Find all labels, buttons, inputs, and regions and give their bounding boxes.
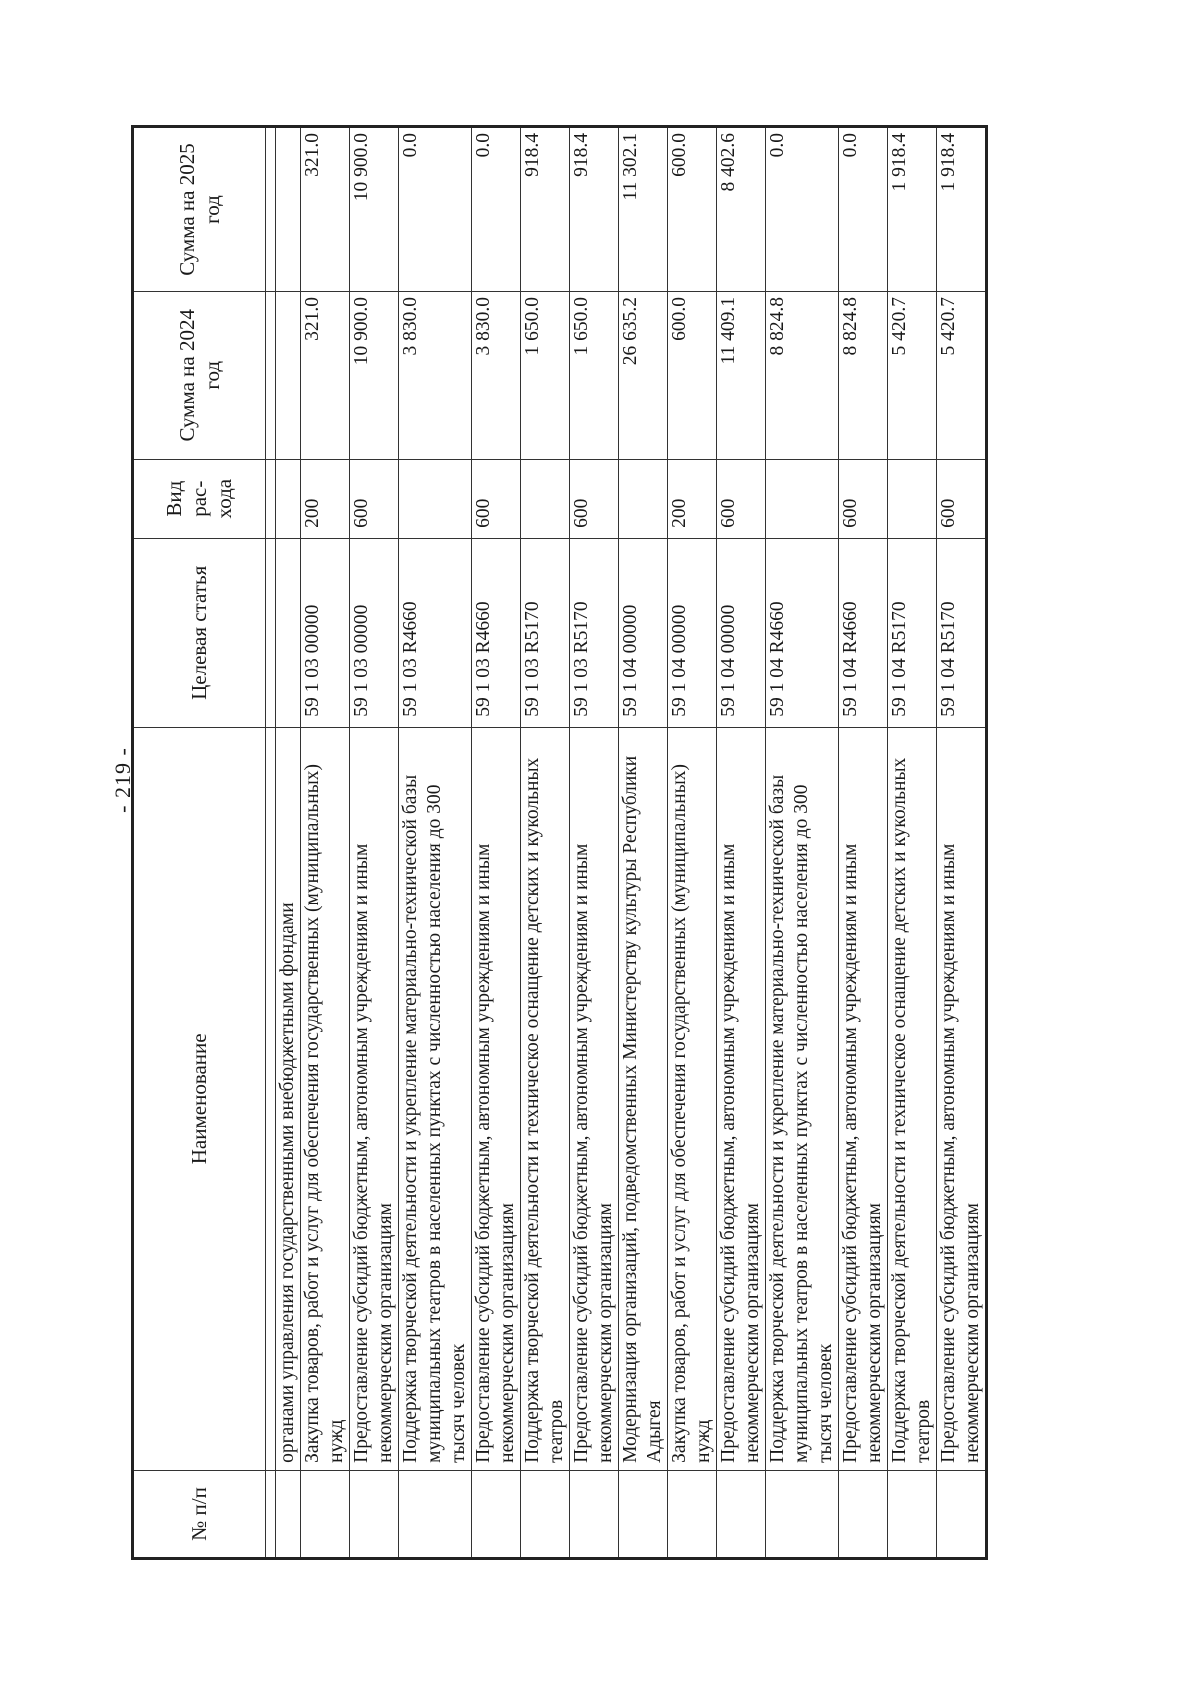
cell-kind: 600: [717, 459, 766, 538]
cell-kind: [766, 459, 839, 538]
spacer-cell: [266, 292, 276, 460]
spacer-cell: [266, 727, 276, 1470]
cell-sum-2025: 918.4: [570, 127, 619, 292]
cell-target: 59 1 04 00000: [717, 538, 766, 727]
header-target: Целевая статья: [133, 538, 266, 727]
cell-sum-2025: 600.0: [668, 127, 717, 292]
cell-kind: [888, 459, 937, 538]
table-row: [937, 127, 987, 1559]
cell-num: [888, 1470, 937, 1558]
cell-sum-2024: 1 650.0: [570, 292, 619, 460]
spacer-cell: [266, 538, 276, 727]
cell-name: Поддержка творческой деятельности и техническое оснащение детских и кукольных театров: [888, 727, 937, 1470]
cell-name: органами управления государственными внебюджетными фондами: [276, 727, 301, 1470]
cell-target: 59 1 04 R5170: [937, 538, 987, 727]
table-row: [276, 127, 301, 1559]
cell-sum-2024: 600.0: [668, 292, 717, 460]
cell-sum-2024: 3 830.0: [399, 292, 472, 460]
cell-kind: [521, 459, 570, 538]
cell-num: [668, 1470, 717, 1558]
cell-kind: 600: [472, 459, 521, 538]
table-body: [266, 127, 987, 1559]
header-name: Наименование: [133, 727, 266, 1470]
spacer-cell: [266, 459, 276, 538]
cell-kind: 600: [570, 459, 619, 538]
spacer-cell: [266, 127, 276, 292]
table-row: [717, 127, 766, 1559]
cell-sum-2025: 11 302.1: [619, 127, 668, 292]
budget-table: [131, 125, 988, 1560]
cell-name: Предоставление субсидий бюджетным, автономным учреждениям и иным некоммерческим организациям: [472, 727, 521, 1470]
table-row: [521, 127, 570, 1559]
table-row: [888, 127, 937, 1559]
cell-kind: [276, 459, 301, 538]
cell-sum-2025: 918.4: [521, 127, 570, 292]
table-row: [839, 127, 888, 1559]
table-header: [133, 127, 266, 1559]
cell-num: [766, 1470, 839, 1558]
header-num: № п/п: [133, 1470, 266, 1558]
cell-target: 59 1 04 00000: [619, 538, 668, 727]
cell-sum-2025: 0.0: [472, 127, 521, 292]
cell-num: [350, 1470, 399, 1558]
cell-sum-2025: 0.0: [399, 127, 472, 292]
cell-num: [937, 1470, 987, 1558]
table-row: [399, 127, 472, 1559]
table-row: [766, 127, 839, 1559]
table-row: [350, 127, 399, 1559]
cell-sum-2025: 0.0: [839, 127, 888, 292]
cell-target: 59 1 04 00000: [668, 538, 717, 727]
cell-sum-2024: 11 409.1: [717, 292, 766, 460]
cell-target: 59 1 03 R5170: [570, 538, 619, 727]
cell-sum-2024: 26 635.2: [619, 292, 668, 460]
cell-name: Поддержка творческой деятельности и укрепление материально-технической базы муниципальных театров в населенных пунктах с численностью населения до 300 тысяч человек: [766, 727, 839, 1470]
cell-sum-2024: 5 420.7: [888, 292, 937, 460]
cell-num: [472, 1470, 521, 1558]
cell-kind: 200: [668, 459, 717, 538]
cell-name: Поддержка творческой деятельности и укрепление материально-технической базы муниципальных театров в населенных пунктах с численностью населения до 300 тысяч человек: [399, 727, 472, 1470]
cell-kind: 600: [839, 459, 888, 538]
table-row: [619, 127, 668, 1559]
spacer-row: [266, 127, 276, 1559]
page-number: - 219 -: [110, 747, 135, 813]
cell-sum-2025: 1 918.4: [937, 127, 987, 292]
cell-num: [521, 1470, 570, 1558]
cell-target: 59 1 04 R5170: [888, 538, 937, 727]
cell-sum-2024: 10 900.0: [350, 292, 399, 460]
table-row: [301, 127, 350, 1559]
cell-sum-2024: 3 830.0: [472, 292, 521, 460]
cell-target: 59 1 03 00000: [301, 538, 350, 727]
cell-num: [301, 1470, 350, 1558]
cell-sum-2024: 8 824.8: [839, 292, 888, 460]
rotated-table-wrapper: [131, 125, 1061, 1560]
spacer-cell: [266, 1470, 276, 1558]
cell-kind: 600: [937, 459, 987, 538]
header-sum-2025: Сумма на 2025 год: [133, 127, 266, 292]
cell-sum-2024: 321.0: [301, 292, 350, 460]
header-sum-2024: Сумма на 2024 год: [133, 292, 266, 460]
cell-num: [276, 1470, 301, 1558]
cell-name: Предоставление субсидий бюджетным, автономным учреждениям и иным некоммерческим организациям: [717, 727, 766, 1470]
cell-sum-2024: 8 824.8: [766, 292, 839, 460]
table-row: [472, 127, 521, 1559]
cell-name: Предоставление субсидий бюджетным, автономным учреждениям и иным некоммерческим организациям: [350, 727, 399, 1470]
cell-kind: 200: [301, 459, 350, 538]
cell-sum-2025: 10 900.0: [350, 127, 399, 292]
cell-kind: [399, 459, 472, 538]
cell-sum-2024: [276, 292, 301, 460]
cell-num: [717, 1470, 766, 1558]
cell-name: Предоставление субсидий бюджетным, автономным учреждениям и иным некоммерческим организациям: [839, 727, 888, 1470]
cell-sum-2024: 1 650.0: [521, 292, 570, 460]
table-row: [668, 127, 717, 1559]
cell-num: [399, 1470, 472, 1558]
cell-num: [619, 1470, 668, 1558]
cell-kind: [619, 459, 668, 538]
cell-sum-2025: 1 918.4: [888, 127, 937, 292]
cell-target: 59 1 03 R4660: [472, 538, 521, 727]
cell-target: 59 1 03 R4660: [399, 538, 472, 727]
cell-target: 59 1 03 R5170: [521, 538, 570, 727]
cell-target: [276, 538, 301, 727]
cell-name: Поддержка творческой деятельности и техническое оснащение детских и кукольных театров: [521, 727, 570, 1470]
header-kind: Вид рас- хода: [133, 459, 266, 538]
cell-sum-2025: 8 402.6: [717, 127, 766, 292]
cell-name: Предоставление субсидий бюджетным, автономным учреждениям и иным некоммерческим организациям: [570, 727, 619, 1470]
cell-name: Модернизация организаций, подведомственных Министерству культуры Республики Адыгея: [619, 727, 668, 1470]
cell-name: Закупка товаров, работ и услуг для обеспечения государственных (муниципальных) нужд: [301, 727, 350, 1470]
cell-sum-2025: 321.0: [301, 127, 350, 292]
cell-name: Предоставление субсидий бюджетным, автономным учреждениям и иным некоммерческим организациям: [937, 727, 987, 1470]
cell-target: 59 1 03 00000: [350, 538, 399, 727]
cell-kind: 600: [350, 459, 399, 538]
cell-target: 59 1 04 R4660: [839, 538, 888, 727]
cell-sum-2025: 0.0: [766, 127, 839, 292]
cell-num: [570, 1470, 619, 1558]
cell-target: 59 1 04 R4660: [766, 538, 839, 727]
cell-num: [839, 1470, 888, 1558]
cell-sum-2025: [276, 127, 301, 292]
cell-sum-2024: 5 420.7: [937, 292, 987, 460]
cell-name: Закупка товаров, работ и услуг для обеспечения государственных (муниципальных) нужд: [668, 727, 717, 1470]
table-row: [570, 127, 619, 1559]
